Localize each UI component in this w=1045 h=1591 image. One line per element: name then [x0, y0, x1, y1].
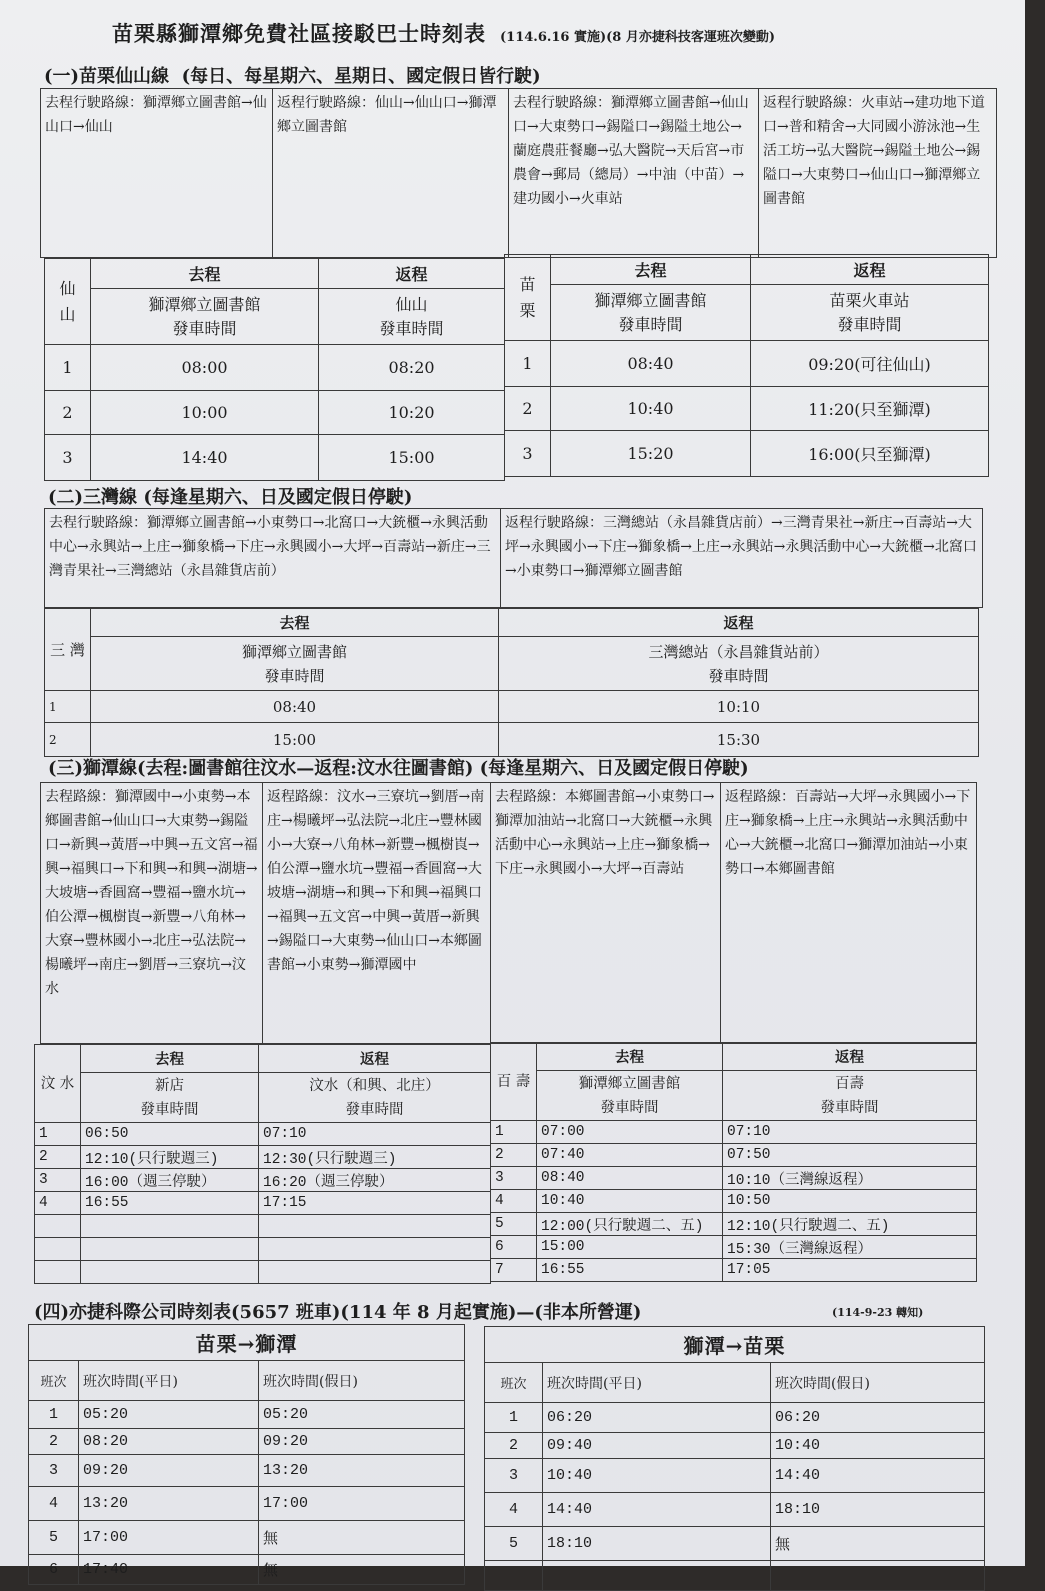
baishou-return-header: 返程 [723, 1043, 977, 1071]
table-row [45, 435, 505, 481]
table-row [45, 391, 505, 435]
miaoli-outbound-sub [551, 285, 751, 341]
col-trip-no: 班次 [485, 1363, 543, 1403]
line2-outbound-station: 獅潭鄉立圖書館 [241, 642, 347, 661]
baishou-return-station: 百壽 [835, 1075, 864, 1092]
wenshui-return-depart-label: 發車時間 [345, 1101, 404, 1118]
row-number: 1 [35, 1123, 81, 1146]
weekday-time: 13:20 [79, 1487, 259, 1521]
title-note: (114.6.16 實施)(8 月亦捷科技客運班次變動) [500, 30, 776, 45]
table-row [485, 1459, 985, 1493]
weekday-time: 10:40 [543, 1459, 771, 1493]
row-number: 5 [491, 1213, 537, 1236]
line1-heading [44, 62, 541, 88]
row-number: 3 [45, 435, 91, 481]
col-trip-no: 班次 [29, 1361, 79, 1401]
xianshan-return-header: 返程 [319, 259, 505, 289]
table-row [29, 1429, 465, 1455]
table-row [491, 1236, 977, 1259]
table-row [35, 1146, 491, 1169]
table-row [29, 1555, 465, 1585]
miaoli-side-label: 苗 栗 [505, 255, 551, 341]
holiday-time: 13:20 [259, 1455, 465, 1487]
row-number: 5 [485, 1527, 543, 1561]
table-row [505, 431, 989, 477]
return-time: 15:30 [499, 723, 979, 757]
holiday-time: 09:20 [259, 1429, 465, 1455]
wenshui-side-label: 汶 水 [35, 1045, 81, 1123]
outbound-time: 10:00 [91, 391, 319, 435]
outbound-time: 08:40 [551, 341, 751, 387]
line2-heading [48, 483, 412, 509]
table-row [491, 1259, 977, 1282]
row-number: 2 [45, 391, 91, 435]
row-number: 6 [29, 1555, 79, 1585]
row-number [35, 1215, 81, 1238]
outbound-time: 12:10(只行駛週三) [81, 1146, 259, 1169]
line4-miaoli-to-shitan-table [28, 1324, 465, 1585]
outbound-time: 15:00 [91, 723, 499, 757]
line2-heading-label: (二)三灣線 [48, 487, 138, 508]
table-row [505, 387, 989, 431]
weekday-time: 08:20 [79, 1429, 259, 1455]
line2-return-sub [499, 637, 979, 691]
line1-route-miaoli-ret: 返程行駛路線：火車站→建功地下道口→普和精舍→大同國小游泳池→生活工坊→弘大醫院→錫隘土地公→錫隘口→大東勢口→仙山口→獅潭鄉立圖書館 [759, 89, 997, 258]
line2-route-out: 去程行駛路線：獅潭鄉立圖書館→小東勢口→北窩口→大銃櫃→永興活動中心→永興站→上庄→獅象橋→下庄→永興國小→大坪→百壽站→新庄→三灣青果社→三灣總站（永昌雜貨店前） [45, 509, 501, 608]
line3-route-baishou-out: 去程路線：本鄉圖書館→小東勢口→獅潭加油站→北窩口→大銃櫃→永興活動中心→永興站→上庄→獅象橋→下庄→永興國小→大坪→百壽站 [491, 783, 721, 1044]
holiday-time: 無 [259, 1521, 465, 1555]
xianshan-return-station: 仙山 [395, 294, 428, 314]
return-time: 12:10(只行駛週二、五) [723, 1213, 977, 1236]
row-number: 1 [505, 341, 551, 387]
line1-xianshan-table [44, 258, 505, 481]
row-number: 1 [491, 1121, 537, 1144]
table-row [491, 1121, 977, 1144]
row-number: 3 [29, 1455, 79, 1487]
xianshan-outbound-sub [91, 289, 319, 345]
direction-shitan-to-miaoli: 獅潭→苗栗 [485, 1327, 985, 1363]
table-row [35, 1215, 491, 1238]
table-row [485, 1527, 985, 1561]
outbound-time [81, 1261, 259, 1284]
table-row [35, 1192, 491, 1215]
outbound-time: 15:00 [537, 1236, 723, 1259]
baishou-outbound-station: 獅潭鄉立圖書館 [578, 1075, 681, 1092]
row-number: 3 [485, 1459, 543, 1493]
table-row [29, 1487, 465, 1521]
line4-shitan-to-miaoli-table [484, 1326, 985, 1591]
row-number: 1 [29, 1401, 79, 1429]
row-number: 1 [45, 345, 91, 391]
col-weekday-time: 班次時間(平日) [79, 1361, 259, 1401]
row-number [35, 1238, 81, 1261]
row-number: 2 [491, 1144, 537, 1167]
outbound-time: 10:40 [551, 387, 751, 431]
return-time: 07:10 [259, 1123, 491, 1146]
table-row [485, 1493, 985, 1527]
row-number: 4 [35, 1192, 81, 1215]
line1-heading-note: (每日、每星期六、星期日、國定假日皆行駛) [181, 66, 541, 87]
return-time: 11:20(只至獅潭) [751, 387, 989, 431]
table-row [485, 1561, 985, 1591]
line2-return-header: 返程 [499, 609, 979, 637]
return-time [259, 1238, 491, 1261]
outbound-time: 16:55 [81, 1192, 259, 1215]
line2-route-ret: 返程行駛路線：三灣總站（永昌雜貨店前）→三灣青果社→新庄→百壽站→大坪→永興國小→下庄→獅象橋→上庄→永興站→永興活動中心→大銃櫃→北窩口→小東勢口→獅潭鄉立圖書館 [501, 509, 983, 608]
table-row [485, 1433, 985, 1459]
row-number: 3 [35, 1169, 81, 1192]
xianshan-return-sub [319, 289, 505, 345]
wenshui-outbound-station: 新店 [155, 1077, 184, 1094]
line1-miaoli-table [504, 254, 989, 477]
table-row [29, 1455, 465, 1487]
miaoli-outbound-depart-label: 發車時間 [618, 314, 683, 334]
document-title: 苗栗縣獅潭鄉免費社區接駁巴士時刻表 [112, 21, 486, 46]
row-number: 7 [491, 1259, 537, 1282]
outbound-time: 07:00 [537, 1121, 723, 1144]
holiday-time: 無 [259, 1555, 465, 1585]
title-row [112, 18, 912, 50]
holiday-time: 05:20 [259, 1401, 465, 1429]
line3-baishou-table [490, 1042, 977, 1282]
line3-heading [48, 754, 749, 780]
return-time: 16:00(只至獅潭) [751, 431, 989, 477]
col-holiday-time: 班次時間(假日) [259, 1361, 465, 1401]
return-time: 12:30(只行駛週三) [259, 1146, 491, 1169]
holiday-time: 無 [771, 1527, 985, 1561]
line2-route-table [44, 508, 983, 608]
baishou-outbound-depart-label: 發車時間 [600, 1099, 659, 1116]
outbound-time: 08:00 [91, 345, 319, 391]
table-row [45, 345, 505, 391]
row-number: 2 [35, 1146, 81, 1169]
miaoli-outbound-station: 獅潭鄉立圖書館 [594, 290, 707, 310]
miaoli-return-depart-label: 發車時間 [837, 314, 902, 334]
col-weekday-time: 班次時間(平日) [543, 1363, 771, 1403]
table-row [35, 1238, 491, 1261]
line1-route-xianshan-out: 去程行駛路線：獅潭鄉立圖書館→仙山口→仙山 [41, 89, 273, 258]
holiday-time: 17:00 [259, 1487, 465, 1521]
table-row [35, 1261, 491, 1284]
row-number: 2 [45, 723, 91, 757]
table-row [491, 1144, 977, 1167]
xianshan-outbound-depart-label: 發車時間 [172, 318, 237, 338]
return-time: 15:00 [319, 435, 505, 481]
line2-return-depart-label: 發車時間 [708, 666, 769, 685]
row-number: 1 [45, 691, 91, 723]
row-number: 2 [29, 1429, 79, 1455]
table-row [29, 1521, 465, 1555]
sanwan-side-label: 三 灣 [45, 609, 91, 691]
return-time: 15:30（三灣線返程） [723, 1236, 977, 1259]
line2-time-table [44, 608, 979, 757]
weekday-time: 05:20 [79, 1401, 259, 1429]
return-time: 10:10（三灣線返程） [723, 1167, 977, 1190]
line1-route-table [40, 88, 997, 258]
outbound-time: 16:55 [537, 1259, 723, 1282]
xianshan-outbound-station: 獅潭鄉立圖書館 [148, 294, 261, 314]
outbound-time: 15:20 [551, 431, 751, 477]
miaoli-return-sub [751, 285, 989, 341]
line2-outbound-depart-label: 發車時間 [264, 666, 325, 685]
outbound-time: 10:40 [537, 1190, 723, 1213]
weekday-time: 14:40 [543, 1493, 771, 1527]
return-time [259, 1215, 491, 1238]
outbound-time: 08:40 [537, 1167, 723, 1190]
return-time: 17:15 [259, 1192, 491, 1215]
table-row [485, 1403, 985, 1433]
wenshui-outbound-depart-label: 發車時間 [140, 1101, 199, 1118]
line3-wenshui-table [34, 1044, 491, 1284]
line3-route-wenshui-out: 去程路線：獅潭國中→小東勢→本鄉圖書館→仙山口→大東勢→錫隘口→新興→黃厝→中興→五文宮→福興→福興口→下和興→和興→湖塘→大坡塘→香圓窩→豐福→鹽水坑→伯公潭→楓樹崀→新豐→八角林→大寮→豐林國小→北庄→弘法院→楊曦坪→南庄→劉厝→三寮坑→汶水 [41, 783, 263, 1044]
return-time: 08:20 [319, 345, 505, 391]
line2-outbound-sub [91, 637, 499, 691]
weekday-time: 06:20 [543, 1403, 771, 1433]
xianshan-outbound-header: 去程 [91, 259, 319, 289]
direction-miaoli-to-shitan: 苗栗→獅潭 [29, 1325, 465, 1361]
line2-outbound-header: 去程 [91, 609, 499, 637]
outbound-time: 07:40 [537, 1144, 723, 1167]
row-number: 4 [29, 1487, 79, 1521]
line4-forward-note: (114-9-23 轉知) [832, 1306, 924, 1319]
miaoli-return-station: 苗栗火車站 [829, 290, 910, 310]
table-row [45, 691, 979, 723]
holiday-time: 06:20 [771, 1403, 985, 1433]
line3-route-table [40, 782, 977, 1044]
outbound-time: 08:40 [91, 691, 499, 723]
table-row [491, 1190, 977, 1213]
return-time: 07:10 [723, 1121, 977, 1144]
row-number: 2 [485, 1433, 543, 1459]
line2-heading-note: (每逢星期六、日及國定假日停駛) [143, 487, 413, 508]
row-number: 1 [485, 1403, 543, 1433]
table-row [505, 341, 989, 387]
row-number: 5 [29, 1521, 79, 1555]
baishou-side-label: 百 壽 [491, 1043, 537, 1121]
row-number: 4 [491, 1190, 537, 1213]
outbound-time: 06:50 [81, 1123, 259, 1146]
baishou-return-depart-label: 發車時間 [820, 1099, 879, 1116]
holiday-time: 14:40 [771, 1459, 985, 1493]
outbound-time [81, 1215, 259, 1238]
holiday-time: 10:40 [771, 1433, 985, 1459]
row-number: 3 [491, 1167, 537, 1190]
wenshui-outbound-sub [81, 1073, 259, 1123]
weekday-time: 18:10 [543, 1527, 771, 1561]
return-time: 10:10 [499, 691, 979, 723]
baishou-outbound-header: 去程 [537, 1043, 723, 1071]
weekday-time: 09:20 [79, 1455, 259, 1487]
return-time: 16:20（週三停駛） [259, 1169, 491, 1192]
return-time: 07:50 [723, 1144, 977, 1167]
miaoli-outbound-header: 去程 [551, 255, 751, 285]
wenshui-return-header: 返程 [259, 1045, 491, 1073]
table-row [35, 1123, 491, 1146]
row-number: 3 [505, 431, 551, 477]
row-number: 4 [485, 1493, 543, 1527]
line3-route-baishou-ret: 返程路線：百壽站→大坪→永興國小→下庄→獅象橋→上庄→永興站→永興活動中心→大銃櫃→北窩口→獅潭加油站→小東勢口→本鄉圖書館 [721, 783, 977, 1044]
row-number: 2 [505, 387, 551, 431]
weekday-time: 17:40 [79, 1555, 259, 1585]
line3-heading-label: (三)獅潭線(去程:圖書館往汶水—返程:汶水往圖書館) [48, 758, 474, 779]
xianshan-return-depart-label: 發車時間 [379, 318, 444, 338]
line3-heading-note: (每逢星期六、日及國定假日停駛) [479, 758, 749, 779]
table-row [45, 723, 979, 757]
row-number: 6 [491, 1236, 537, 1259]
outbound-time: 16:00（週三停駛） [81, 1169, 259, 1192]
baishou-return-sub [723, 1071, 977, 1121]
line4-heading: (四)亦捷科際公司時刻表(5657 班車)(114 年 8 月起實施)—(非本所營運) [34, 1302, 642, 1323]
table-row [29, 1401, 465, 1429]
outbound-time: 12:00(只行駛週二、五) [537, 1213, 723, 1236]
wenshui-return-sub [259, 1073, 491, 1123]
return-time: 17:05 [723, 1259, 977, 1282]
return-time [259, 1261, 491, 1284]
wenshui-outbound-header: 去程 [81, 1045, 259, 1073]
return-time: 09:20(可往仙山) [751, 341, 989, 387]
col-holiday-time: 班次時間(假日) [771, 1363, 985, 1403]
line1-route-xianshan-ret: 返程行駛路線：仙山→仙山口→獅潭鄉立圖書館 [273, 89, 509, 258]
xianshan-side-label: 仙 山 [45, 259, 91, 345]
weekday-time: 17:00 [79, 1521, 259, 1555]
outbound-time: 14:40 [91, 435, 319, 481]
wenshui-return-station: 汶水（和興、北庄） [309, 1077, 440, 1094]
return-time: 10:50 [723, 1190, 977, 1213]
table-row [491, 1213, 977, 1236]
line1-heading-label: (一)苗栗仙山線 [44, 66, 170, 87]
row-number [35, 1261, 81, 1284]
table-row [491, 1167, 977, 1190]
weekday-time: 09:40 [543, 1433, 771, 1459]
table-row [35, 1169, 491, 1192]
line3-route-wenshui-ret: 返程路線：汶水→三寮坑→劉厝→南庄→楊曦坪→弘法院→北庄→豐林國小→大寮→八角林→新豐→楓樹崀→伯公潭→鹽水坑→豐福→香圓窩→大坡塘→湖塘→和興→下和興→福興口→福興→五文宮→中興→黃厝→新興→錫隘口→大東勢→仙山口→本鄉圖書館→小東勢→獅潭國中 [263, 783, 491, 1044]
line2-return-station: 三灣總站（永昌雜貨站前） [648, 642, 829, 661]
miaoli-return-header: 返程 [751, 255, 989, 285]
line1-route-miaoli-out: 去程行駛路線：獅潭鄉立圖書館→仙山口→大東勢口→錫隘口→錫隘土地公→蘭庭農莊餐廳→弘大醫院→天后宮→市農會→郵局（總局）→中油（中苗）→建功國小→火車站 [509, 89, 759, 258]
baishou-outbound-sub [537, 1071, 723, 1121]
return-time: 10:20 [319, 391, 505, 435]
outbound-time [81, 1238, 259, 1261]
holiday-time: 18:10 [771, 1493, 985, 1527]
